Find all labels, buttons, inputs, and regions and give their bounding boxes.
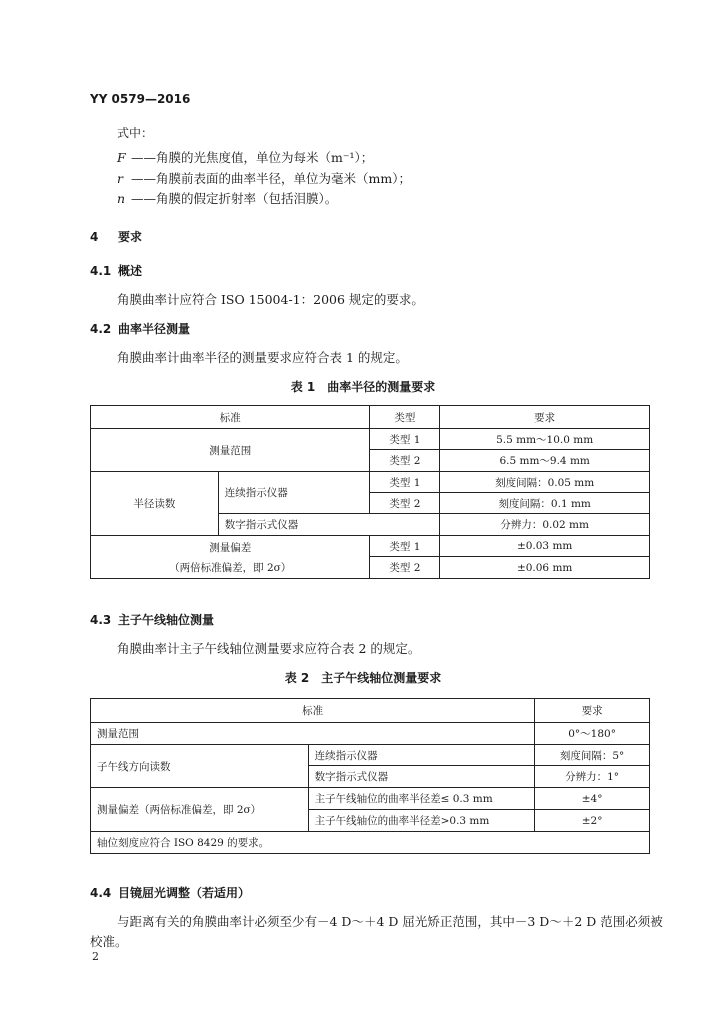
section-4-4-number: 4.4 [90,886,112,900]
section-4-3-number: 4.3 [90,613,112,627]
table-cell: 类型 1 [370,429,440,450]
table-1-range-label: 测量范围 [91,429,370,472]
section-4-number: 4 [90,230,99,244]
table-1-deviation-subtitle: （两倍标准偏差，即 2σ） [169,561,292,574]
table-cell: 刻度间隔：5° [535,745,650,766]
table-2-header-standard: 标准 [91,699,535,723]
table-cell: ±0.06 mm [440,557,650,579]
formula-def-r [117,169,411,187]
var-f: F [117,150,126,165]
table-2-header-row [91,699,650,723]
table-1-header-row [91,406,650,429]
section-4-2-number: 4.2 [90,322,112,336]
table-2-caption: 表 2 主子午线轴位测量要求 [284,671,442,685]
table-cell: 主子午线轴位的曲率半径差>0.3 mm [308,810,535,832]
section-4-2-title: 曲率半径测量 [118,322,191,336]
page-number: 2 [92,950,99,963]
table-cell: ±2° [535,810,650,832]
table-cell: 5.5 mm～10.0 mm [440,429,650,450]
section-4-1-heading [90,262,142,279]
def-n-text: ——角膜的假定折射率（包括泪膜）。 [131,191,338,206]
section-4-4-heading [90,884,250,901]
table-1-header-requirement: 要求 [440,406,650,429]
section-4-3-heading [90,611,214,628]
table-row [91,745,650,766]
table-1-deviation-label [91,536,370,579]
formula-def-n [117,189,337,207]
table-row [91,723,650,745]
table-cell: 6.5 mm～9.4 mm [440,450,650,472]
table-1 [90,405,650,579]
table-cell: ±0.03 mm [440,536,650,557]
table-cell: 类型 1 [370,536,440,557]
table-cell: ±4° [535,788,650,810]
table-row [91,832,650,854]
table-cell: 刻度间隔：0.05 mm [440,472,650,493]
def-f-text: ——角膜的光焦度值，单位为每米（m⁻¹）； [131,150,374,165]
section-4-heading [90,228,142,245]
table-2 [90,698,650,854]
formula-def-f [117,148,373,166]
table-1-caption: 表 1 曲率半径的测量要求 [290,380,436,394]
var-r: r [117,171,123,186]
section-4-4-body-line-2: 校准。 [90,934,128,949]
table-1-continuous-label: 连续指示仪器 [218,472,370,514]
table-cell: 类型 2 [370,493,440,514]
table-2-reading-label: 子午线方向读数 [91,745,309,788]
table-1-deviation-title: 测量偏差 [209,541,252,554]
section-4-3-title: 主子午线轴位测量 [118,613,215,627]
table-cell: 类型 2 [370,450,440,472]
table-1-header-type: 类型 [370,406,440,429]
table-1-digital-label: 数字指示式仪器 [218,514,440,536]
table-cell: 类型 1 [370,472,440,493]
table-2-note: 轴位刻度应符合 ISO 8429 的要求。 [91,832,650,854]
table-row [91,429,650,450]
table-cell: 刻度间隔：0.1 mm [440,493,650,514]
table-1-reading-label: 半径读数 [91,472,219,536]
table-2-range-label: 测量范围 [91,723,535,745]
table-cell: 0°～180° [535,723,650,745]
table-1-header-standard: 标准 [91,406,370,429]
table-row [91,788,650,810]
var-n: n [117,191,126,206]
section-4-1-body: 角膜曲率计应符合 ISO 15004-1：2006 规定的要求。 [117,292,424,307]
section-4-4-title: 目镜屈光调整（若适用） [118,886,251,900]
table-cell: 连续指示仪器 [308,745,535,766]
table-cell: 分辨力：0.02 mm [440,514,650,536]
document-header: YY 0579—2016 [90,92,191,106]
section-4-title: 要求 [118,230,143,244]
def-r-text: ——角膜前表面的曲率半径，单位为毫米（mm）； [131,171,411,186]
table-cell: 类型 2 [370,557,440,579]
table-cell: 分辨力：1° [535,766,650,788]
table-2-deviation-label: 测量偏差（两倍标准偏差，即 2σ） [91,788,309,832]
table-row [91,536,650,557]
section-4-4-body-line-1: 与距离有关的角膜曲率计必须至少有－4 D～＋4 D 屈光矫正范围，其中－3 D～＋2 D 范围必须被 [117,914,663,929]
table-2-header-requirement: 要求 [535,699,650,723]
table-row [91,472,650,493]
section-4-1-title: 概述 [118,264,143,278]
table-cell: 主子午线轴位的曲率半径差≤ 0.3 mm [308,788,535,810]
formula-intro: 式中： [117,126,154,140]
section-4-2-body: 角膜曲率计曲率半径的测量要求应符合表 1 的规定。 [117,350,408,365]
section-4-2-heading [90,320,190,337]
section-4-3-body: 角膜曲率计主子午线轴位测量要求应符合表 2 的规定。 [117,641,421,656]
section-4-1-number: 4.1 [90,264,112,278]
table-cell: 数字指示式仪器 [308,766,535,788]
